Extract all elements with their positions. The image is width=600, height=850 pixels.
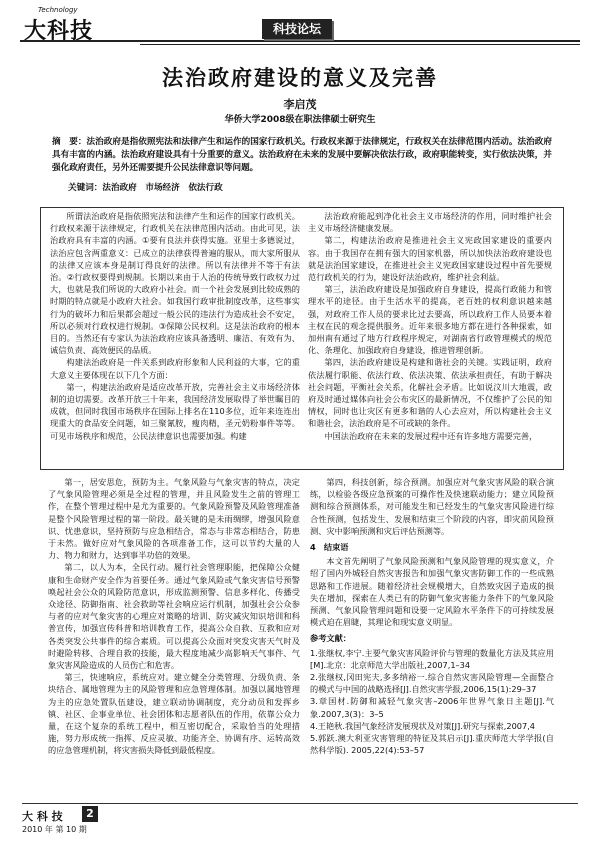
column-1	[50, 210, 300, 442]
issue-label: 2010 年 第 10 期	[22, 825, 87, 834]
keywords: 关键词：法治政府 市场经济 依法行政	[68, 183, 223, 193]
paragraph: 法治政府能起到净化社会主义市场经济的作用，同时维护社会主义市场经济健康发展。	[308, 211, 552, 234]
section-heading: 4 结束语	[310, 542, 349, 553]
column-3	[48, 476, 300, 757]
paragraph: 本文首先阐明了气象风险预测和气象风险管理的现实意义，介绍了国内外城轻自然灾害报告和加强气象灾害防御工作的一些成熟思路和工作进展。随着经济社会规模增大，自然致灾因子造成的损失在增加，探索在人类已有的防御气象灾害能力条件下的气象风险预测、气象风险管理问题和设要一定风险水平条件下的可持续发展模式迫在眉睫，其理论和现实意义明显。	[310, 556, 554, 628]
column-4	[310, 476, 554, 756]
reference-item: 2.张继权,冈田宪夫,多多纳裕一.综合自然灾害风险管理—全面整合的模式与中国的战略选择[J].自然灾害学报,2006,15(1):29–37	[310, 672, 554, 695]
reference-item: 3.章国材.防御和减轻气象灾害–2006年世界气象日主题[J].气象.2007,3(3)：3–5	[310, 696, 554, 719]
paragraph: 中国法治政府在未来的发展过程中还有许多地方需要完善，	[324, 430, 538, 441]
reference-item: 1.张继权,李宁.主要气象灾害风险评价与管理的数量化方法及其应用[M].北京：北京师范大学出版社,2007,1–34	[310, 647, 554, 670]
paragraph: 第三，法治政府建设是加强政府自身建设，提高行政能力和管理水平的途径。由于生活水平的提高，老百姓的权利意识越来越强，对政府工作人员的要求比过去要高，所以政府工作人员要本着主权在民的观念提供服务。近年来很多地方都在进行各种探索，如加州南有通过了地方行政程序规定，对湖南省行政管理模式的规范化、条理化、加强政府自身建设，推进管理创新。	[308, 284, 552, 356]
reference-item: 4.王艳秋.我国气象经济发展现状及对策[J].研究与探索,2007,4	[310, 720, 536, 731]
references-heading: 参考文献：	[310, 633, 351, 644]
paragraph: 第一，构建法治政府是适应改革开放，完善社会主义市场经济体制的迫切需要。改革开放三十年来，我国经济发展取得了举世瞩目的成就，但同时我国市场秩序在国际上排名在110多位，近年来连连出现重大的食品安全问题，如三聚氰胺，瘦肉精，圣元奶粉事件等等。可见市场秩序和规范，公民法律意识也需要加强。构建	[50, 381, 300, 441]
footer-divider	[22, 803, 578, 804]
paragraph: 第四，科技创新，综合预测。加强应对气象灾害风险的联合演练，以检验各级应急预案的可操作性及快速联动能力；建立风险预测和综合预测体系，对可能发生和已经发生的气象灾害风险进行综合性预测，包括发生、发展和结束三个阶段的内容，即灾前风险预测、灾中影响预测和灾后评估预测等。	[310, 477, 554, 536]
logo-title: 大科技	[24, 19, 94, 44]
column-2	[308, 210, 552, 442]
page-number: 2	[82, 806, 98, 822]
logo-subtitle: Technology	[38, 6, 78, 14]
section-tag: 科技论坛	[262, 19, 332, 39]
magazine-logo	[20, 4, 140, 42]
article-title: 法治政府建设的意义及完善	[162, 66, 438, 90]
paragraph: 第四，法治政府建设是构建和谐社会的关键。实践证明，政府依法履行职能、依法行政、依法决策、依法承担责任，有助于解决社会问题，平衡社会关系，化解社会矛盾。比如说汶川大地震，政府及时通过媒体向社会公布灾区的最新情况，不仅维护了公民的知情权，同时也让灾区有更多和谐的人心去应对，所以构建社会主义和谐社会，法治政府是不可或缺的条件。	[308, 357, 552, 429]
reference-item: 5.郭跃.澳大利亚灾害管理的特征及其启示[J].重庆师范大学学报(自然科学版). 2005,22(4):53–57	[310, 733, 554, 756]
footer-magazine-name: 大 科 技	[22, 810, 63, 823]
paragraph: 第二，构建法治政府是推进社会主义宪政国家建设的重要内容。由于我国存在拥有强大的国家机器，所以加快法治政府建设也就是法治国家建设，在推进社会主义宪政国家建设过程中首先要规范行政机关的行为，建设好法治政府，维护社会利益。	[308, 235, 552, 283]
header-divider-thin	[140, 44, 580, 45]
paragraph: 第一，居安思危，预防为主。气象风险与气象灾害的特点，决定了气象风险管理必须是全过程的管理，并且风险发生之前的管理工作，在整个管理过程中是尤为重要的。气象风险预警及风险管理准备是整个风险管理过程的第一阶段。最关键的是未雨绸缪，增强风险意识、忧患意识，坚持预防与应急相结合，常态与非常态相结合，防患于未然。做好应对气象风险的各项准备工作，这可以节约大量的人力、物力和财力，达到事半功倍的效果。	[48, 477, 300, 561]
author-affiliation: 华侨大学2008级在职法律硕士研究生	[224, 115, 376, 125]
header-divider	[20, 40, 580, 42]
author-name: 李启茂	[283, 98, 317, 111]
paragraph: 所谓法治政府是指依照宪法和法律产生和运作的国家行政机关。行政权来源于法律规定，行政机关在法律范围内活动。由此可见，法治政府具有丰富的内涵。①要有良法并获得实施。亚里士多德说过，法治应包含两重意义：已成立的法律获得普遍的服从，而大家所服从的法律又应该本身是制订得良好的法律。所以有法律并不等于有法治。②行政权要得到规制。长期以来由于人治的传统导致行政权力过大，也就是我们所说的大政府小社会。而一个社会发展到比较成熟的时期的特点就是小政府大社会。如我国行政审批制度改革，这些事实行为的破坏力和后果都会超过一般公民的违法行为造成社会不安定，所以必须对行政权进行规制。③保障公民权利。这是法治政府的根本目的。当然还有专家认为法治政府应该具备透明、廉洁、有效有为、诚信负责、高效便民的品质。	[50, 211, 300, 356]
paragraph: 第三，快速响应，系统应对。建立健全分类管理、分级负责、条块结合、属地管理为主的风险管理和应急管理体制。加强以属地管理为主的应急处置队伍建设，建立联动协调制度，充分动员和发挥乡镇、社区、企事业单位、社会团体和志愿者队伍的作用，依靠公众力量，在这个复杂的系统工程中，相互密切配合，采取恰当的处理措施，努力形成统一指挥、反应灵敏、功能齐全、协调有序、运转高效的应急管理机制，将灾害损失降低到最低程度。	[48, 672, 300, 756]
paragraph: 第二，以人为本，全民行动。履行社会管理职能，把保障公众健康和生命财产安全作为首要任务。通过气象风险或气象灾害信号预警唤起社会公众的风险防范意识，形成监测预警、信息多样化、传播受众途径、防御指南、社会救助等社会响应运行机制，加强社会公众参与者的应对气象灾害的心理应对策略的培训、防灾减灾知识培训和科普宣传，加强宣传科普和培训教育工作，提高公众自救、互救和应对各类突发公共事件的综合素质。可以提高公众面对突发灾害天气时及时避险转移、合理自救的技能，最大程度地减少高影响天气事件、气象灾害风险造成的人员伤亡和危害。	[48, 562, 300, 671]
paragraph: 构建法治政府是一件关系到政府形象和人民利益的大事，它的重大意义主要体现在以下几个方面：	[50, 357, 300, 380]
abstract: 摘 要：法治政府是指依照宪法和法律产生和运作的国家行政机关。行政权来源于法律规定，行政权关在法律范围内活动。法治政府具有丰富的内涵。法治政府建设具有十分重要的意义。法治政府在未来的发展中要解决依法行政，政府职能转变，实行依法决策，并强化政府责任，另外还需要提升公民法律意识等问题。	[52, 137, 552, 173]
